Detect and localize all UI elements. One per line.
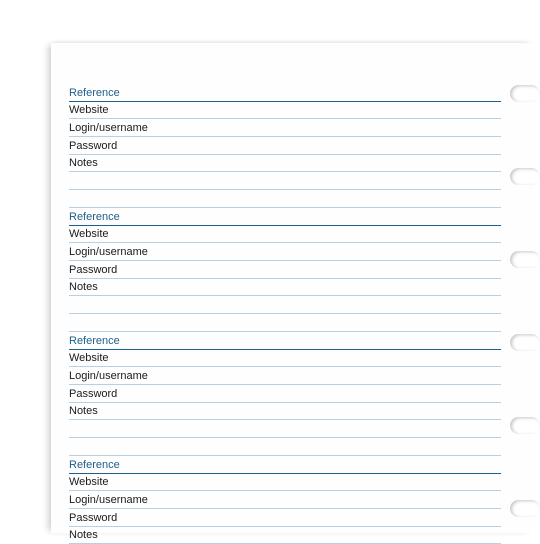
password-field[interactable]	[69, 137, 501, 155]
notes-field[interactable]	[69, 279, 501, 297]
website-field[interactable]	[69, 474, 501, 492]
login-username-field[interactable]	[69, 243, 501, 261]
notes-blank-line[interactable]	[69, 420, 501, 438]
password-field[interactable]	[69, 261, 501, 279]
login-username-field[interactable]	[69, 119, 501, 137]
notes-field[interactable]	[69, 155, 501, 173]
login-username-label: Login/username	[69, 494, 148, 507]
reference-header-label: Reference	[69, 458, 120, 471]
reference-section	[69, 84, 501, 208]
punch-hole	[510, 417, 540, 434]
password-field[interactable]	[69, 509, 501, 527]
login-username-field[interactable]	[69, 367, 501, 385]
website-label: Website	[69, 476, 109, 489]
reference-header	[69, 208, 501, 226]
notes-blank-line[interactable]	[69, 190, 501, 208]
login-username-field[interactable]	[69, 491, 501, 509]
reference-header-label: Reference	[69, 86, 120, 99]
notes-field[interactable]	[69, 527, 501, 544]
punch-hole	[510, 500, 540, 517]
notes-label: Notes	[69, 405, 98, 418]
reference-header	[69, 456, 501, 474]
website-field[interactable]	[69, 102, 501, 120]
password-label: Password	[69, 139, 118, 152]
website-field[interactable]	[69, 226, 501, 244]
reference-header	[69, 84, 501, 102]
password-label: Password	[69, 263, 118, 276]
notes-blank-line[interactable]	[69, 314, 501, 332]
punch-hole	[510, 334, 540, 351]
notes-blank-line[interactable]	[69, 438, 501, 456]
website-field[interactable]	[69, 350, 501, 368]
password-field[interactable]	[69, 385, 501, 403]
reference-section	[69, 456, 501, 544]
password-label: Password	[69, 387, 118, 400]
punch-hole	[510, 85, 540, 102]
organiser-page	[51, 43, 533, 542]
notes-label: Notes	[69, 529, 98, 542]
reference-section	[69, 208, 501, 332]
login-username-label: Login/username	[69, 246, 148, 259]
password-label: Password	[69, 511, 118, 524]
reference-header-label: Reference	[69, 210, 120, 223]
reference-header	[69, 332, 501, 350]
website-label: Website	[69, 104, 109, 117]
reference-header-label: Reference	[69, 334, 120, 347]
punch-hole	[510, 251, 540, 268]
notes-field[interactable]	[69, 403, 501, 421]
notes-label: Notes	[69, 157, 98, 170]
login-username-label: Login/username	[69, 370, 148, 383]
website-label: Website	[69, 352, 109, 365]
notes-blank-line[interactable]	[69, 172, 501, 190]
notes-label: Notes	[69, 281, 98, 294]
login-username-label: Login/username	[69, 122, 148, 135]
notes-blank-line[interactable]	[69, 296, 501, 314]
reference-section	[69, 332, 501, 456]
website-label: Website	[69, 228, 109, 241]
punch-hole	[510, 168, 540, 185]
